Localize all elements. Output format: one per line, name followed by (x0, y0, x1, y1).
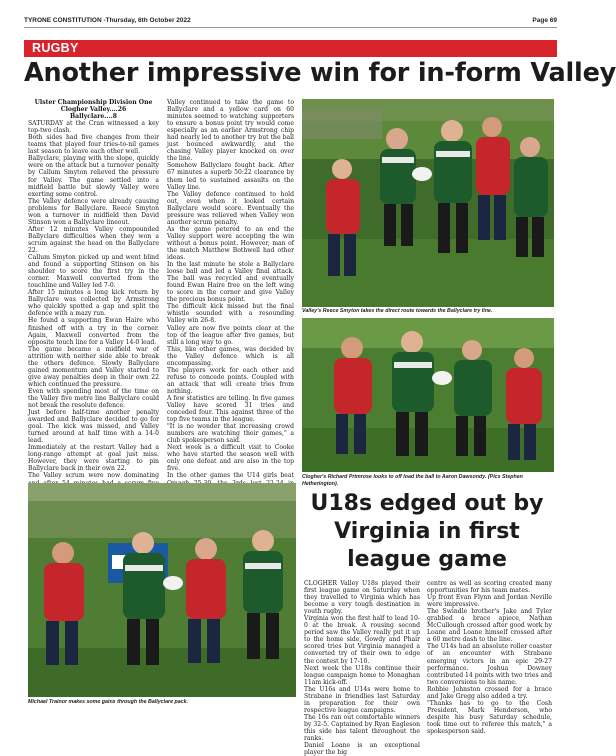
u18-column-2 (427, 580, 552, 735)
byline-score-away: Ballyclare....8 (69, 113, 118, 121)
publication-date: TYRONE CONSTITUTION -Thursday, 6th October 2022 (24, 17, 191, 24)
article-col1-paragraph: Ballyclare, playing with the slope, quickly were on the attack but a turnover penalty by Callum Smyton relieved the pressure for Valley. The game settled into a midfield battle but slowly Valley were exerting some control. (28, 155, 159, 198)
u18-column-1 (304, 580, 420, 756)
u18-column-2-body (427, 580, 552, 735)
article-col2-paragraph: Valley continued to take the game to Ballyclare and a yellow card on 60 minutes seemed to watching supporters to ensure a bonus point try would come especially as an earlier Armstrong chip had nearly led to another try but the ball just bounced awkwardly, and the chasing Valley player knocked on over the line. (167, 99, 294, 163)
u18-col1-paragraph: The U16s and U14s were home to Strabane in friendlies last Saturday in preparation for their own respective league campaigns. (304, 685, 420, 714)
article-col1-paragraph: The Valley defence were already causing problems for Ballyclare. Reece Smyton won a turnover in midfield then David Stinson won a Ballyclare lineout. (28, 197, 159, 226)
u18-col2-paragraph: The U14s had an absolute roller coaster of an encounter with Strabane emerging victors in an epic 29-27 performance. Joshua Downey contributed 14 points with two tries and two conversions to his name. (427, 643, 552, 686)
column-1-body (28, 120, 159, 543)
article-col2-paragraph: This, like other games, was decided by the Valley defence which is all encompassing. (167, 345, 294, 367)
article-col2-paragraph: In the other games the U14 girls beat (167, 472, 294, 480)
article-col1-paragraph: After 15 minutes a long kick return by Ballyclare was collected by Armstrong who quickly spotted a gap and split the defence with a mazy run. (28, 289, 159, 318)
u18-col1-paragraph: CLOGHER Valley U18s played their first league game on Saturday when they travelled to Virginia which has become a very tough destination in youth rugby. (304, 580, 420, 616)
article-col1-paragraph: He found a supporting Ewan Haire who finished off with a try in the corner. Again, Maxwell converted from the opposite touch line for a Valley 14-0 lead. (28, 317, 159, 346)
main-headline: Another impressive win for in-form Valley (24, 58, 616, 88)
article-col2-paragraph: The difficult kick missed but the final whistle sounded with a resounding Valley win 26-8. (167, 303, 294, 325)
u18-col2-paragraph: The Swindle brother's Jake and Tyler grabbed a brace apiece, Nathan McCullough crossed after good work by Loane and Loane himself crossed after a 60 metre dash to the line. (427, 608, 552, 644)
article-col2-paragraph: "It is no wonder that increasing crowd numbers are watching their games," a club spokesperson said. (167, 423, 294, 445)
byline-score-home: Clogher Valley....26 (60, 106, 127, 114)
article-col1-paragraph: SATURDAY at the Cran witnessed a key top-two clash. (28, 120, 159, 135)
photo-michael-trainor (28, 483, 296, 697)
u18-col1-paragraph: Daniel Loane is an exceptional player the big (304, 742, 420, 756)
article-col2-paragraph: The players work for each other and refuse to concede points. Coupled with an attack that will create tries from nothing. (167, 366, 294, 395)
article-col2-paragraph: Next week is a difficult visit to Cooke who have started the season well with only one defeat and are also in the top five. (167, 444, 294, 473)
u18-headline: U18s edged out by Virginia in first league game (310, 491, 544, 572)
page-number: Page 69 (532, 17, 557, 24)
article-col2-paragraph: In the last minute he stole a Ballyclare loose ball and led a Valley final attack. The ball was recycled and eventually found Ewan Haire free on the left wing to score in the corner and give Valley the precious bonus point. (167, 261, 294, 304)
photo-reece-smyton (302, 99, 554, 307)
section-banner (24, 40, 557, 57)
article-col1-paragraph: Immediately at the restart Valley had a long-range attempt at goal just miss. However, they were starting to pin Ballyclare back in their own 22. (28, 444, 159, 473)
u18-col2-paragraph: Up front Evan Flynn and Jordan Neville were impressive. (427, 594, 552, 609)
article-col1-paragraph: Both sides had five changes from their teams that played four tries-to-nil games last season to leave each other well. (28, 134, 159, 156)
article-col1-paragraph: After 12 minutes Valley compounded Ballyclare difficulties when they won a scrum against the head on the Ballyclare 22. (28, 225, 159, 254)
article-col1-paragraph: The game became a midfield war of attrition with neither side able to break the others defence. Slowly Ballyclare gained momentum and Valley started to give away penalties deep in their own 22 which continued the pressure. (28, 345, 159, 388)
article-column-1 (28, 99, 159, 482)
u18-column-1-body (304, 580, 420, 756)
header-divider (24, 27, 557, 28)
article-col2-paragraph: Somehow Ballyclare fought back. After 67 minutes a superb 50:22 clearance by them led to sustained assaults on the Valley line. (167, 162, 294, 191)
article-col2-paragraph: As the game petered to an end the Valley support were accepting the win without a bonus point. However, man of the match Matthew Bothwell had other ideas. (167, 225, 294, 262)
article-col1-paragraph: Just before half-time another penalty awarded and Ballyclare decided to go for goal. The kick was missed, and Valley turned around at half time with a 14-0 lead. (28, 409, 159, 445)
photo-richard-primrose (302, 318, 554, 472)
article-col2-paragraph: The Valley defence continued to hold out, even when it looked certain Ballyclare would score. Eventually the pressure was relieved when Valley won another scrum penalty. (167, 190, 294, 226)
article-col1-paragraph: Callum Smyton picked up and went blind and found a supporting Stinson on his shoulder to score the first try in the corner. Maxwell converted from the touchline and Valley led 7-0. (28, 254, 159, 290)
article-col2-paragraph: A few statistics are telling. In five games Valley have scored 31 tries and conceded four. This against three of the top five teams in the league. (167, 394, 294, 424)
photo-caption-1: Valley's Reece Smyton takes the direct route towards the Ballyclare try line. (302, 308, 493, 314)
byline-competition: Ulster Championship Division One (34, 99, 153, 106)
article-col1-paragraph: Even with spending most of the time on the Valley five metre line Ballyclare could not break the resolute defence. (28, 387, 159, 410)
u18-col1-paragraph: Next week the U18s continue their league campaign home to Monaghan 11am kick-off. (304, 664, 420, 686)
u18-col1-paragraph: The 16s ran out comfortable winners by 32-5. Captained by Ryan Eagleson this side has talent throughout the ranks. (304, 713, 420, 743)
u18-col2-paragraph: Robbie Johnston crossed for a brace and Jake Gregg also added a try. (427, 685, 552, 700)
section-label: RUGBY (32, 41, 79, 55)
u18-col2-paragraph: centre as well as scoring created many opportunities for his team mates. (427, 580, 552, 595)
photo-caption-2: Clogher's Richard Primrose looks to off load the ball to Aaron Dawsondy. (Pics Stephen Hetherington). (302, 474, 523, 487)
article-col1-paragraph: The Valley scrum were now dominating (28, 472, 159, 480)
article-col2-paragraph: Valley are now five points clear at the top of the league after five games, but still a long way to go. (167, 324, 294, 346)
u18-col2-paragraph: "Thanks has to go to the Cosh President, Mark Henderson, who despite his busy Saturday schedule, took time out to referee this match," a spokesperson said. (427, 699, 552, 735)
page-header (24, 16, 557, 26)
u18-col1-paragraph: Virginia won the first half to lead 10-0 at the break. A rousing second period saw the Valley really put it up to the home side, Gowdy and Phair scored tries but Virginia managed a converted try of their own to edge the contest by 17-10. (304, 615, 420, 665)
article-column-2 (167, 99, 294, 482)
photo-caption-3: Michael Trainor makes some gains through the Ballyclare pack. (28, 699, 189, 705)
